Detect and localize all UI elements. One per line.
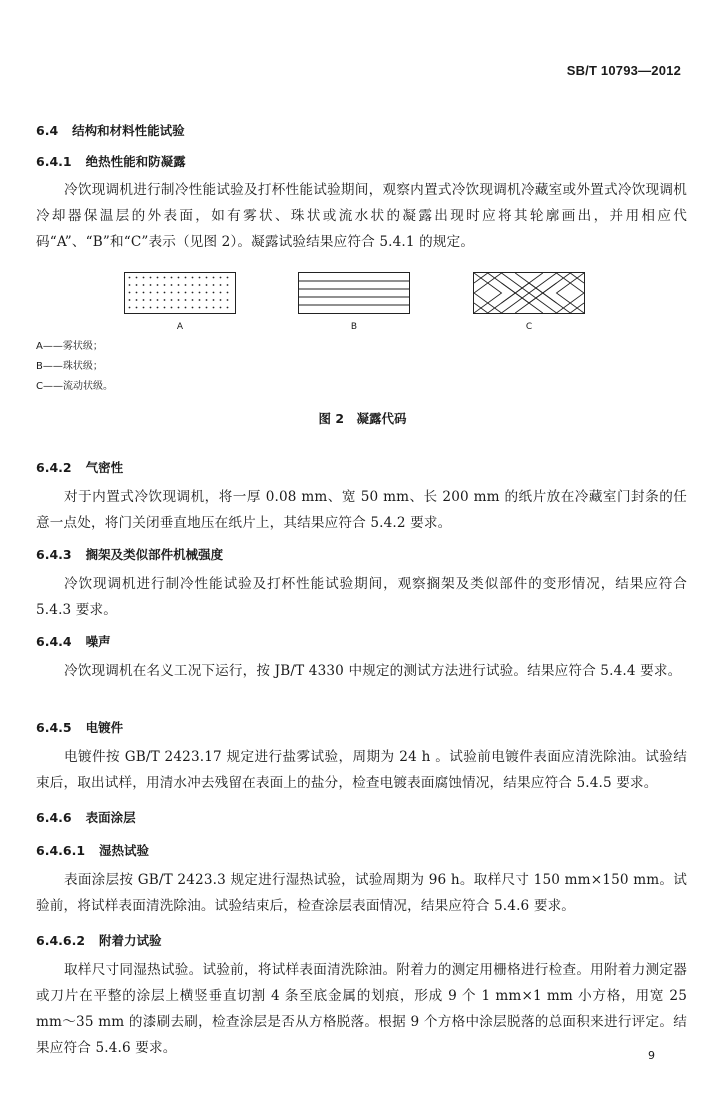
section-number: 6.4.6.2 [36,933,86,948]
legend-item-c: C——流动状级。 [36,381,113,392]
section-number: 6.4.5 [36,720,72,735]
section-6-4-1-text: 冷饮现调机进行制冷性能试验及打杯性能试验期间，观察内置式冷饮现调机冷藏室或外置式冷饮现调机冷却器保温层的外表面，如有雾状、珠状或流水状的凝露出现时应将其轮廓画出，并用相应代码“A”、“B”和“C”表示（见图 2）。凝露试验结果应符合 5.4.1 的规定。 [36,182,687,250]
figure-label-b: B [350,322,358,332]
section-6-4-3-text: 冷饮现调机进行制冷性能试验及打杯性能试验期间，观察搁架及类似部件的变形情况，结果应符合 5.4.3 要求。 [36,576,687,618]
section-number: 6.4.2 [36,460,72,475]
section-number: 6.4 [36,123,59,138]
figure-b-bead-box [298,272,410,314]
section-6-4-6-1-text: 表面涂层按 GB/T 2423.3 规定进行湿热试验，试验周期为 96 h。取样尺寸 150 mm×150 mm。试验前，将试样表面清洗除油。试验结束后，检查涂层表面情况，结果应符合 5.4.6 要求。 [36,872,687,914]
section-6-4-6-2-text: 取样尺寸同湿热试验。试验前，将试样表面清洗除油。附着力的测定用栅格进行检查。用附着力测定器或刀片在平整的涂层上横竖垂直切割 4 条至底金属的划痕，形成 9 个 1 mm×1 mm 小方格，用宽 25 mm～35 mm 的漆刷去刷，检查涂层是否从方格脱落。根据 9 个方格中涂层脱落的总面积来进行评定。结果应符合 5.4.6 要求。 [36,962,687,1056]
section-title: 结构和材料性能试验 [72,123,185,138]
section-6-4-2-text: 对于内置式冷饮现调机，将一厚 0.08 mm、宽 50 mm、长 200 mm 的纸片放在冷藏室门封条的任意一点处，将门关闭垂直地压在纸片上，其结果应符合 5.4.2 要求。 [36,489,687,531]
figure-c-flow-box [473,272,585,314]
figure-label-c: C [525,322,533,332]
legend-item-b: B——珠状级； [36,361,103,372]
section-number: 6.4.1 [36,154,72,169]
section-number: 6.4.6 [36,810,72,825]
section-title: 气密性 [85,460,124,475]
section-6-4-6-1-heading [36,841,149,859]
section-6-4-1-heading [36,152,186,170]
section-6-4-6-heading [36,808,136,826]
section-6-4-5-heading [36,718,123,736]
bead-lines-pattern [299,273,409,313]
section-6-4-heading [36,121,185,139]
section-6-4-6-2-heading [36,931,162,949]
page-number: 9 [648,1049,655,1062]
section-6-4-2-heading [36,458,123,476]
flow-crosshatch-pattern [474,273,584,313]
section-number: 6.4.3 [36,547,72,562]
section-title: 电镀件 [85,720,124,735]
section-title: 湿热试验 [99,843,150,858]
section-title: 绝热性能和防凝露 [85,154,186,169]
legend-item-a: A——雾状级； [36,341,103,352]
section-6-4-3-heading [36,545,223,563]
figure-a-fog-box [124,272,236,314]
section-number: 6.4.4 [36,634,72,649]
section-number: 6.4.6.1 [36,843,86,858]
section-title: 噪声 [85,634,111,649]
section-title: 搁架及类似部件机械强度 [85,547,224,562]
section-title: 表面涂层 [85,810,136,825]
figure-label-a: A [176,322,184,332]
section-title: 附着力试验 [99,933,162,948]
section-6-4-4-heading [36,632,111,650]
figure-caption: 图 2 凝露代码 [318,411,407,426]
section-6-4-5-text: 电镀件按 GB/T 2423.17 规定进行盐雾试验，周期为 24 h 。试验前电镀件表面应清洗除油。试验结束后，取出试样，用清水冲去残留在表面上的盐分，检查电镀表面腐蚀情况，结果应符合 5.4.5 要求。 [36,749,687,791]
standard-number: SB/T 10793—2012 [566,63,681,78]
section-6-4-4-text: 冷饮现调机在名义工况下运行，按 JB/T 4330 中规定的测试方法进行试验。结果应符合 5.4.4 要求。 [64,663,682,679]
fog-dots-pattern [125,273,235,313]
